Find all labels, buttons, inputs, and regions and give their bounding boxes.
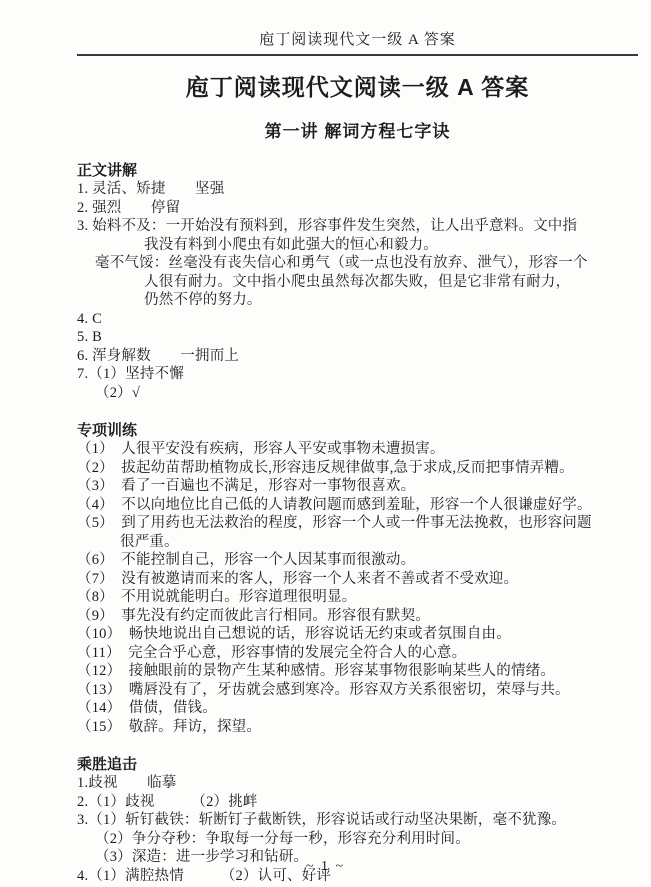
- document-body: [0, 142, 651, 885]
- page-footer: [0, 859, 651, 875]
- answer-line: 3.（1）斩钉截铁：斩断钉子截断铁，形容说话或行动坚决果断，毫不犹豫。: [77, 812, 567, 828]
- answer-line: （2） 拔起幼苗帮助植物成长,形容违反规律做事,急于求成,反而把事情弄糟。: [77, 459, 574, 476]
- answer-line: （14） 借债，借钱。: [77, 700, 217, 716]
- answer-line: 2. 强烈 停留: [77, 199, 181, 216]
- answer-line: （15） 敬辞。拜访，探望。: [77, 718, 262, 735]
- answer-line: 人很有耐力。文中指小爬虫虽然每次都失败，但是它非常有耐力，: [144, 273, 571, 290]
- answer-line: 1. 灵活、矫捷 坚强: [77, 181, 225, 197]
- answer-line: 4.（1）满腔热情 （2）认可、好评: [77, 867, 332, 884]
- section-heading: 正文讲解: [77, 162, 138, 179]
- answer-line: （2）争分夺秒：争取每一分每一秒，形容充分利用时间。: [95, 830, 470, 847]
- header-rule: [77, 54, 638, 56]
- answer-line: 1.歧视 临摹: [77, 775, 177, 791]
- page-number: ~ 1 ~: [305, 859, 346, 874]
- answer-line: （4） 不以向地位比自己低的人请教问题而感到羞耻，形容一个人很谦虚好学。: [77, 496, 592, 513]
- answer-line: 6. 浑身解数 一拥而上: [77, 347, 240, 364]
- answer-line: （6） 不能控制自己，形容一个人因某事而很激动。: [77, 552, 416, 568]
- lesson-subtitle: 第一讲 解词方程七字诀: [264, 122, 451, 141]
- answer-line: （3） 看了一百遍也不满足，形容对一事物很喜欢。: [77, 478, 416, 494]
- document-title: 庖丁阅读现代文阅读一级 A 答案: [185, 74, 530, 100]
- answer-section: [77, 421, 621, 736]
- answer-line: 3. 始料不及：一开始没有预料到，形容事件发生突然，让人出乎意料。文中指: [77, 218, 578, 234]
- answer-line: （5） 到了用药也无法救治的程度，形容一个人或一件事无法挽救，也形容问题: [77, 515, 592, 531]
- answer-line: （8） 不用说就能明白。形容道理很明显。: [77, 589, 357, 605]
- answer-line: 仍然不停的努力。: [144, 292, 262, 308]
- section-heading: 乘胜追击: [77, 756, 138, 773]
- answer-section: [77, 161, 621, 402]
- answer-line: （2）√: [95, 384, 141, 401]
- answer-line: （11） 完全合乎心意，形容事情的发展完全符合人的心意。: [77, 644, 467, 661]
- header-title: 庖丁阅读现代文一级 A 答案: [259, 32, 456, 48]
- section-heading: 专项训练: [77, 422, 138, 439]
- answer-line: 4. C: [77, 310, 102, 327]
- answer-line: 很严重。: [120, 533, 179, 550]
- answer-line: （3）深造：进一步学习和钻研。: [95, 849, 309, 865]
- answer-line: 毫不气馁：丝毫没有丧失信心和勇气（或一点也没有放弃、泄气），形容一个: [95, 255, 588, 271]
- answer-line: 2.（1）歧视 （2）挑衅: [77, 793, 258, 810]
- answer-line: （1） 人很平安没有疾病，形容人平安或事物未遭损害。: [77, 441, 445, 457]
- answer-line: 5. B: [77, 329, 102, 345]
- answer-line: （13） 嘴唇没有了，牙齿就会感到寒冷。形容双方关系很密切，荣辱与共。: [77, 681, 570, 698]
- page-header: [0, 0, 651, 56]
- answer-line: （7） 没有被邀请而来的客人，形容一个人来者不善或者不受欢迎。: [77, 570, 519, 587]
- answer-line: 7.（1）坚持不懈: [77, 366, 184, 382]
- answer-line: （10） 畅快地说出自己想说的话，形容说话无约束或者氛围自由。: [77, 626, 511, 642]
- answer-line: （9） 事先没有约定而彼此言行相同。形容很有默契。: [77, 607, 430, 624]
- answer-line: （12） 接触眼前的景物产生某种感情。形容某事物很影响某些人的情绪。: [77, 663, 556, 679]
- answer-line: 我没有料到小爬虫有如此强大的恒心和毅力。: [144, 236, 438, 253]
